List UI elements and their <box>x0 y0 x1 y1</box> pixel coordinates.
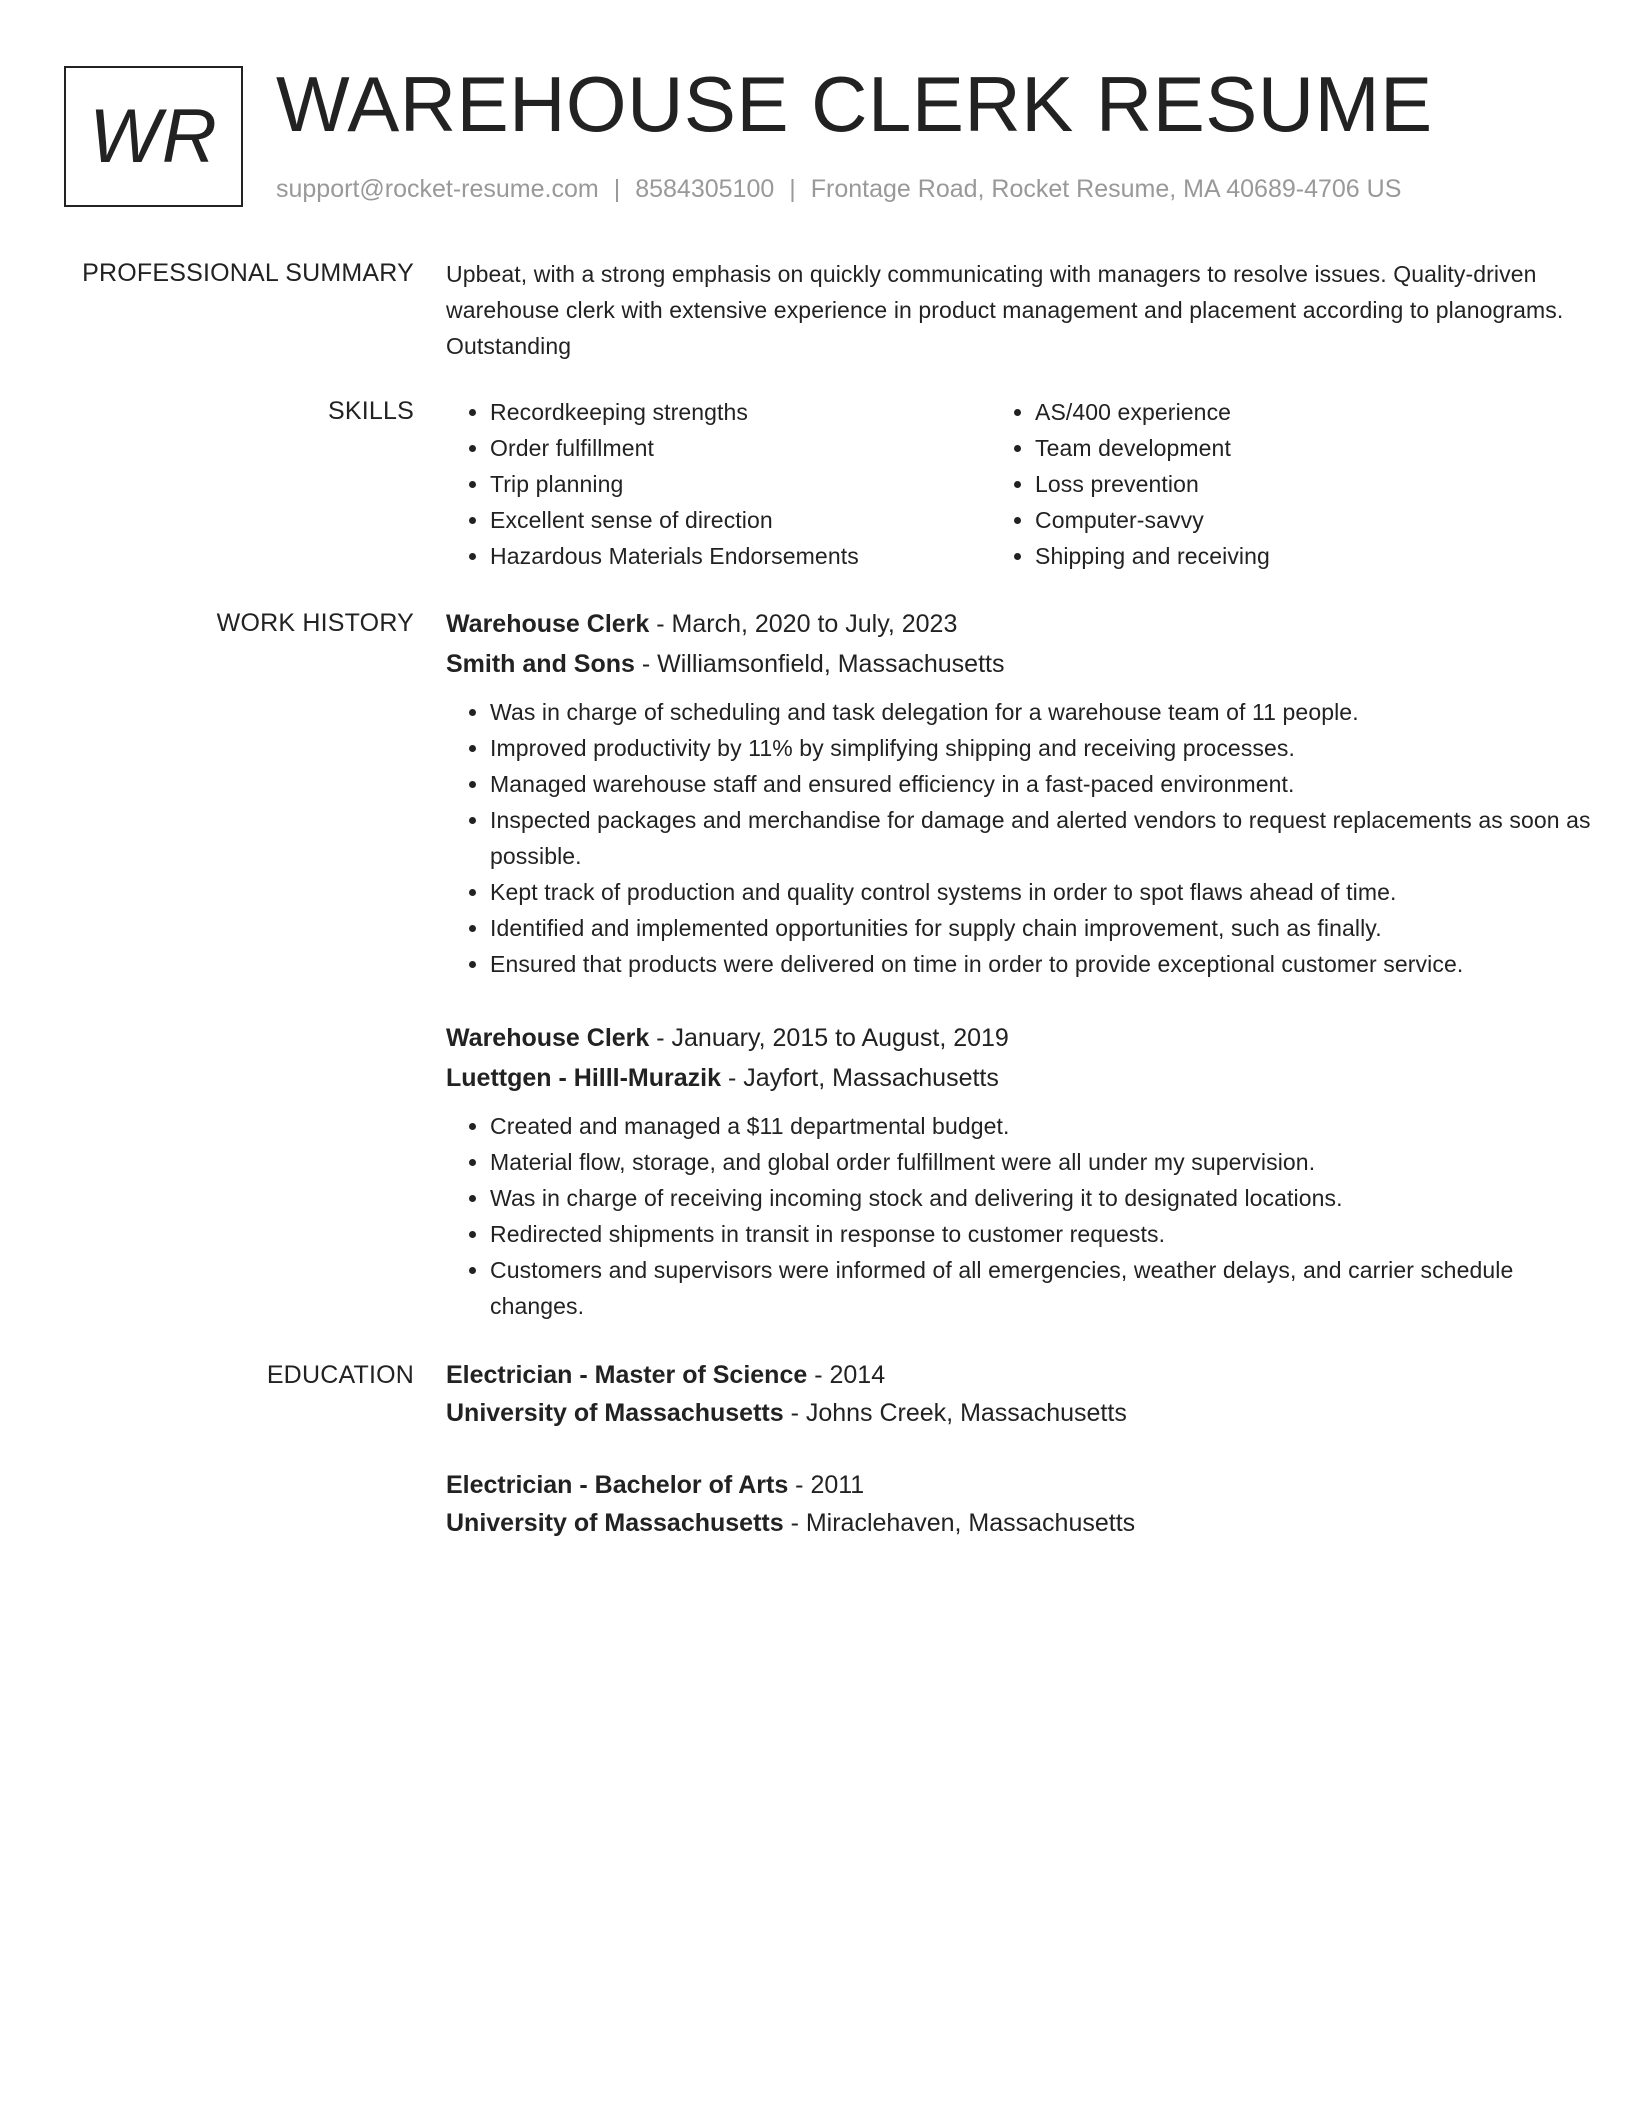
skill-item: • Trip planning <box>490 466 991 502</box>
job-company-line <box>446 1058 1606 1098</box>
resume-header <box>64 60 1584 211</box>
job-bullet: • Improved productivity by 11% by simplifying shipping and receiving processes. <box>490 730 1606 766</box>
job-bullets <box>446 1108 1606 1324</box>
education-entry <box>446 1466 1606 1542</box>
summary-heading: PROFESSIONAL SUMMARY <box>82 259 414 287</box>
job-title: Warehouse Clerk <box>446 610 650 638</box>
education-year: - 2014 <box>807 1361 886 1389</box>
job-location: - Jayfort, Massachusetts <box>721 1064 999 1092</box>
skills-heading: SKILLS <box>328 397 414 425</box>
work-history-body <box>446 604 1606 1324</box>
education-school-line <box>446 1504 1606 1542</box>
job-bullet: • Material flow, storage, and global order fulfillment were all under my supervision. <box>490 1144 1606 1180</box>
contact-email: support@rocket-resume.com <box>276 175 599 203</box>
job-title-line <box>446 1018 1606 1058</box>
job-title-line <box>446 604 1606 644</box>
job-location: - Williamsonfield, Massachusetts <box>634 650 1005 678</box>
job-bullet: • Was in charge of scheduling and task delegation for a warehouse team of 11 people. <box>490 694 1606 730</box>
job-bullet: • Customers and supervisors were informed of all emergencies, weather delays, and carrier schedule changes. <box>490 1252 1606 1324</box>
job-bullet: • Identified and implemented opportunities for supply chain improvement, such as finally. <box>490 910 1606 946</box>
education-heading: EDUCATION <box>266 1361 414 1389</box>
education-school: University of Massachusetts <box>446 1399 784 1427</box>
education-degree-line <box>446 1356 1606 1394</box>
skill-item: • Recordkeeping strengths <box>490 394 991 430</box>
education-school: University of Massachusetts <box>446 1509 784 1537</box>
job-company: Smith and Sons <box>446 650 635 678</box>
summary-body <box>446 256 1606 364</box>
skills-column-right <box>991 394 1536 574</box>
contact-separator: | <box>613 175 621 203</box>
contact-line <box>276 175 1401 204</box>
job-bullets <box>446 694 1606 982</box>
skills-column-left <box>446 394 991 574</box>
work-history-heading: WORK HISTORY <box>216 609 414 637</box>
contact-phone: 8584305100 <box>635 175 775 203</box>
job-entry <box>446 604 1606 982</box>
job-entry <box>446 1018 1606 1324</box>
skill-item: • Computer-savvy <box>1035 502 1536 538</box>
skill-item: • Team development <box>1035 430 1536 466</box>
job-bullet: • Ensured that products were delivered on time in order to provide exceptional customer service. <box>490 946 1606 982</box>
skills-body <box>446 394 1606 574</box>
education-school-line <box>446 1394 1606 1432</box>
education-body <box>446 1356 1606 1542</box>
education-degree-line <box>446 1466 1606 1504</box>
skill-item: • Hazardous Materials Endorsements <box>490 538 991 574</box>
skill-item: • Loss prevention <box>1035 466 1536 502</box>
job-company-line <box>446 644 1606 684</box>
education-degree: Electrician - Bachelor of Arts <box>446 1471 789 1499</box>
job-dates: - March, 2020 to July, 2023 <box>649 610 958 638</box>
job-bullet: • Was in charge of receiving incoming stock and delivering it to designated locations. <box>490 1180 1606 1216</box>
resume-title: WAREHOUSE CLERK RESUME <box>276 60 1433 148</box>
summary-text: Upbeat, with a strong emphasis on quickly communicating with managers to resolve issues. Quality-driven warehouse clerk with extensive experience in product management and placement according to planograms. Outstanding <box>446 261 1564 359</box>
skill-item: • Excellent sense of direction <box>490 502 991 538</box>
education-location: - Miraclehaven, Massachusetts <box>783 1509 1136 1537</box>
contact-separator: | <box>789 175 796 203</box>
skill-item: • Shipping and receiving <box>1035 538 1536 574</box>
job-bullet: • Managed warehouse staff and ensured efficiency in a fast-paced environment. <box>490 766 1606 802</box>
job-company: Luettgen - Hilll-Murazik <box>446 1064 721 1092</box>
skill-item: • Order fulfillment <box>490 430 991 466</box>
education-location: - Johns Creek, Massachusetts <box>783 1399 1127 1427</box>
education-entry <box>446 1356 1606 1432</box>
education-year: - 2011 <box>788 1471 865 1499</box>
job-bullet: • Created and managed a $11 departmental budget. <box>490 1108 1606 1144</box>
job-bullet: • Inspected packages and merchandise for damage and alerted vendors to request replacements as soon as possible. <box>490 802 1606 874</box>
skill-item: • AS/400 experience <box>1035 394 1536 430</box>
job-bullet: • Kept track of production and quality control systems in order to spot flaws ahead of time. <box>490 874 1606 910</box>
monogram-logo: WR <box>64 66 243 207</box>
job-title: Warehouse Clerk <box>446 1024 650 1052</box>
job-dates: - January, 2015 to August, 2019 <box>649 1024 1009 1052</box>
contact-address: Frontage Road, Rocket Resume, MA 40689-4706 US <box>810 175 1402 203</box>
education-degree: Electrician - Master of Science <box>446 1361 808 1389</box>
job-bullet: • Redirected shipments in transit in response to customer requests. <box>490 1216 1606 1252</box>
